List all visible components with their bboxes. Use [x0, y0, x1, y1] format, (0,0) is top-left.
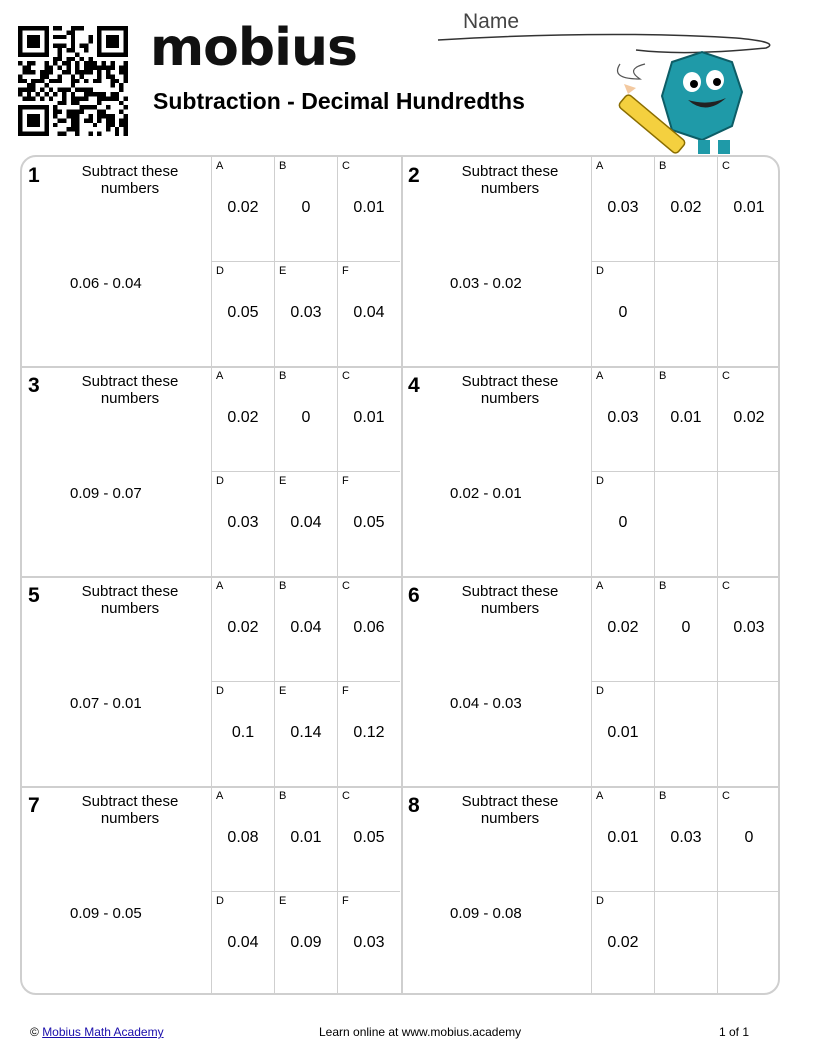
option-value: 0.05 [353, 514, 385, 531]
empty-answer-cell [654, 472, 717, 577]
option-letter: D [216, 895, 224, 907]
answer-option-c[interactable] [717, 577, 780, 682]
option-value: 0.02 [227, 199, 259, 216]
option-letter: E [279, 265, 287, 277]
answer-option-f[interactable] [337, 892, 400, 995]
problem-expression: 0.06 - 0.04 [70, 275, 142, 292]
option-letter: B [659, 790, 667, 802]
problem-instruction: Subtract these numbers [461, 373, 559, 407]
option-value: 0 [618, 304, 628, 321]
problem-number: 6 [408, 584, 420, 607]
option-value: 0.03 [670, 829, 702, 846]
answer-option-a[interactable] [211, 787, 274, 892]
option-value: 0 [301, 409, 311, 426]
option-value: 0.04 [290, 514, 322, 531]
answer-option-e[interactable] [274, 682, 337, 787]
empty-answer-cell [717, 262, 780, 367]
option-value: 0.03 [227, 514, 259, 531]
answer-option-a[interactable] [211, 577, 274, 682]
worksheet-grid [20, 155, 780, 995]
answer-option-f[interactable] [337, 682, 400, 787]
option-value: 0.05 [227, 304, 259, 321]
mobius-academy-link[interactable]: Mobius Math Academy [42, 1025, 164, 1039]
answer-option-a[interactable] [591, 157, 654, 262]
answer-option-a[interactable] [211, 157, 274, 262]
name-label: Name [463, 10, 520, 33]
footer-copyright [30, 1025, 164, 1039]
option-letter: B [659, 370, 667, 382]
option-letter: A [596, 580, 604, 592]
answer-option-f[interactable] [337, 262, 400, 367]
answer-option-c[interactable] [337, 787, 400, 892]
copyright-symbol: © [30, 1025, 39, 1039]
option-letter: F [342, 895, 349, 907]
answer-option-b[interactable] [274, 367, 337, 472]
answer-option-d[interactable] [211, 892, 274, 995]
option-value: 0 [744, 829, 754, 846]
answer-option-a[interactable] [591, 577, 654, 682]
answer-option-d[interactable] [211, 682, 274, 787]
option-letter: C [722, 790, 730, 802]
page-number: 1 of 1 [719, 1025, 750, 1039]
problem-2 [402, 157, 780, 367]
footer-center-text: Learn online at www.mobius.academy [319, 1025, 522, 1039]
answer-option-d[interactable] [211, 262, 274, 367]
option-letter: F [342, 685, 349, 697]
option-value: 0.02 [607, 619, 639, 636]
problem-1 [22, 157, 402, 367]
option-value: 0.04 [353, 304, 385, 321]
mobius-logo: mobius [150, 18, 357, 78]
problem-instruction: Subtract these numbers [461, 583, 559, 617]
answer-option-b[interactable] [654, 787, 717, 892]
option-letter: A [596, 790, 604, 802]
problem-number: 8 [408, 794, 420, 817]
problem-number: 2 [408, 164, 420, 187]
option-value: 0.14 [290, 724, 322, 741]
option-letter: C [722, 370, 730, 382]
option-value: 0.03 [733, 619, 765, 636]
answer-option-f[interactable] [337, 472, 400, 577]
option-letter: C [342, 790, 350, 802]
answer-option-c[interactable] [717, 787, 780, 892]
option-letter: C [722, 580, 730, 592]
option-letter: C [342, 370, 350, 382]
empty-answer-cell [717, 892, 780, 995]
problem-expression: 0.03 - 0.02 [450, 275, 522, 292]
answer-option-d[interactable] [591, 892, 654, 995]
mascot-illustration [610, 44, 760, 154]
problem-number: 4 [408, 374, 420, 397]
answer-option-c[interactable] [717, 157, 780, 262]
option-value: 0.01 [670, 409, 702, 426]
option-value: 0.08 [227, 829, 259, 846]
option-letter: B [659, 160, 667, 172]
problem-number: 3 [28, 374, 40, 397]
problem-instruction: Subtract these numbers [81, 373, 179, 407]
option-value: 0.1 [231, 724, 255, 741]
option-letter: B [279, 580, 287, 592]
row-divider [22, 366, 780, 368]
option-value: 0.01 [290, 829, 322, 846]
option-value: 0.02 [227, 409, 259, 426]
option-letter: B [279, 160, 287, 172]
option-letter: D [596, 895, 604, 907]
row-divider [22, 576, 780, 578]
option-letter: F [342, 265, 349, 277]
problem-8 [402, 787, 780, 995]
option-letter: B [279, 790, 287, 802]
answer-option-d[interactable] [211, 472, 274, 577]
answer-option-a[interactable] [591, 787, 654, 892]
problem-number: 1 [28, 164, 40, 187]
empty-answer-cell [654, 682, 717, 787]
option-value: 0.02 [607, 934, 639, 951]
answer-option-e[interactable] [274, 892, 337, 995]
option-letter: E [279, 685, 287, 697]
answer-option-b[interactable] [274, 157, 337, 262]
option-letter: A [216, 580, 224, 592]
option-letter: D [596, 685, 604, 697]
option-value: 0.03 [290, 304, 322, 321]
answer-option-e[interactable] [274, 262, 337, 367]
option-value: 0.03 [607, 409, 639, 426]
empty-answer-cell [717, 472, 780, 577]
option-value: 0.04 [227, 934, 259, 951]
option-letter: D [216, 475, 224, 487]
answer-option-d[interactable] [591, 262, 654, 367]
option-value: 0.01 [607, 724, 639, 741]
problem-number: 7 [28, 794, 40, 817]
option-letter: E [279, 475, 287, 487]
option-letter: A [596, 160, 604, 172]
problem-5 [22, 577, 402, 787]
option-value: 0.01 [733, 199, 765, 216]
option-letter: B [659, 580, 667, 592]
answer-option-c[interactable] [337, 157, 400, 262]
option-letter: C [342, 160, 350, 172]
problem-expression: 0.04 - 0.03 [450, 695, 522, 712]
answer-option-d[interactable] [591, 472, 654, 577]
option-value: 0.01 [353, 409, 385, 426]
problem-number: 5 [28, 584, 40, 607]
option-letter: A [216, 370, 224, 382]
answer-option-a[interactable] [211, 367, 274, 472]
answer-option-b[interactable] [654, 367, 717, 472]
answer-option-c[interactable] [337, 367, 400, 472]
answer-option-c[interactable] [337, 577, 400, 682]
problem-expression: 0.02 - 0.01 [450, 485, 522, 502]
problem-instruction: Subtract these numbers [461, 793, 559, 827]
answer-option-b[interactable] [654, 577, 717, 682]
answer-option-b[interactable] [274, 577, 337, 682]
option-letter: A [216, 790, 224, 802]
option-value: 0 [618, 514, 628, 531]
answer-option-b[interactable] [654, 157, 717, 262]
qr-code [18, 26, 128, 136]
answer-option-d[interactable] [591, 682, 654, 787]
option-letter: A [216, 160, 224, 172]
option-value: 0.09 [290, 934, 322, 951]
option-value: 0.05 [353, 829, 385, 846]
empty-answer-cell [717, 682, 780, 787]
empty-answer-cell [654, 892, 717, 995]
problem-expression: 0.09 - 0.07 [70, 485, 142, 502]
empty-answer-cell [654, 262, 717, 367]
option-value: 0.06 [353, 619, 385, 636]
option-letter: D [216, 265, 224, 277]
problem-instruction: Subtract these numbers [81, 793, 179, 827]
option-value: 0.04 [290, 619, 322, 636]
problem-4 [402, 367, 780, 577]
problem-expression: 0.09 - 0.05 [70, 905, 142, 922]
problem-instruction: Subtract these numbers [81, 163, 179, 197]
option-value: 0.03 [607, 199, 639, 216]
option-letter: D [596, 475, 604, 487]
option-letter: E [279, 895, 287, 907]
option-value: 0.02 [733, 409, 765, 426]
option-value: 0.02 [670, 199, 702, 216]
option-value: 0.03 [353, 934, 385, 951]
problem-6 [402, 577, 780, 787]
option-letter: B [279, 370, 287, 382]
row-divider [22, 786, 780, 788]
answer-option-c[interactable] [717, 367, 780, 472]
answer-option-a[interactable] [591, 367, 654, 472]
option-value: 0 [301, 199, 311, 216]
option-letter: C [722, 160, 730, 172]
answer-option-e[interactable] [274, 472, 337, 577]
option-letter: C [342, 580, 350, 592]
option-letter: D [216, 685, 224, 697]
problem-expression: 0.07 - 0.01 [70, 695, 142, 712]
option-value: 0.12 [353, 724, 385, 741]
problem-7 [22, 787, 402, 995]
option-value: 0.02 [227, 619, 259, 636]
option-value: 0.01 [353, 199, 385, 216]
option-letter: F [342, 475, 349, 487]
problem-3 [22, 367, 402, 577]
problem-instruction: Subtract these numbers [461, 163, 559, 197]
answer-option-b[interactable] [274, 787, 337, 892]
page-title: Subtraction - Decimal Hundredths [153, 88, 525, 114]
problem-instruction: Subtract these numbers [81, 583, 179, 617]
option-value: 0.01 [607, 829, 639, 846]
option-letter: A [596, 370, 604, 382]
problem-expression: 0.09 - 0.08 [450, 905, 522, 922]
option-value: 0 [681, 619, 691, 636]
option-letter: D [596, 265, 604, 277]
